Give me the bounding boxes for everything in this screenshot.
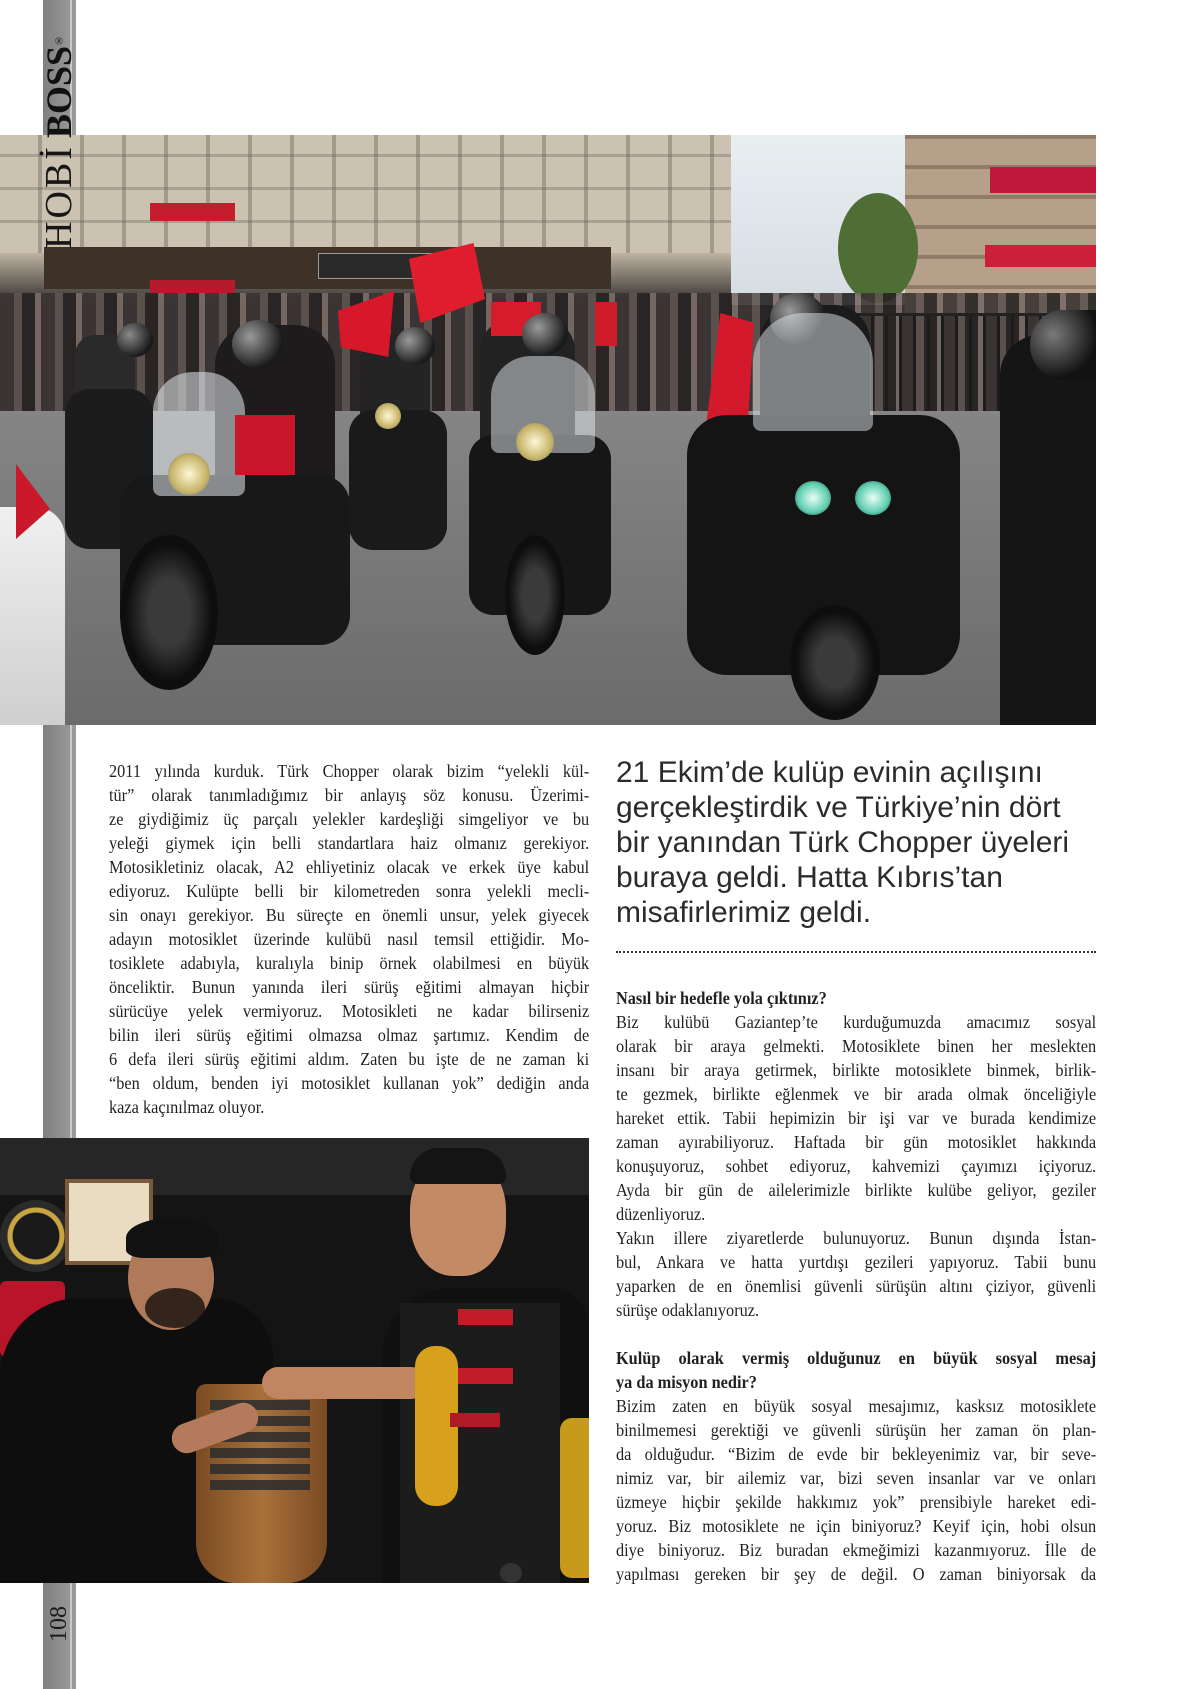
- photo-man-left-beard: [145, 1288, 205, 1328]
- text-line: sürüşe odaklanıyoruz.: [616, 1300, 760, 1320]
- text-line: ediyoruz. Kulüpte belli bir kilometreden sonra yelekli mecli-: [109, 881, 590, 901]
- photo-vest-patch: [450, 1413, 500, 1427]
- text-line: konuşuyoruz, sohbet ediyoruz, kahvemizi çayımızı içiyoruz.: [616, 1156, 1097, 1176]
- photo-tree: [838, 193, 918, 303]
- text-line: te gezmek, birlikte eğlenmek ve bir arada olmak önceliğiyle: [616, 1084, 1097, 1104]
- text-line: olarak bir araya gelmekti. Motosiklete binen her meslekten: [616, 1036, 1097, 1056]
- magazine-logo: [39, 33, 79, 138]
- photo-red-sign: [990, 167, 1096, 193]
- text-line: ze giydiğimiz üç parçalı yelekler kardeşliği simgeliyor ve bu: [109, 809, 590, 829]
- text-line: zaman ayırabiliyoruz. Haftada bir gün motosiklet hakkında: [616, 1132, 1097, 1152]
- text-line: 6 defa ileri sürüş eğitimi aldım. Zaten bu işte de ne zaman ki: [109, 1049, 590, 1069]
- section-heading: Nasıl bir hedefle yola çıktınız?: [616, 988, 827, 1008]
- photo-buildings-left: [0, 135, 731, 253]
- text-line: bir yanından Türk Chopper üyeleri: [616, 826, 1070, 859]
- motorcycle-parade-photo: [0, 135, 1096, 725]
- photo-yellow-detail: [560, 1418, 589, 1578]
- text-line: Yakın illere ziyaretlerde bulunuyoruz. Bunun dışında İstan-: [616, 1228, 1097, 1248]
- text-line: buraya geldi. Hatta Kıbrıs’tan: [616, 861, 1003, 894]
- text-line: adayın motosiklet üzerinde kulübü nasıl temsil ettiğidir. Mo-: [109, 929, 590, 949]
- photo-wristwatch: [500, 1563, 522, 1583]
- text-line: Ayda bir gün de ailelerimizle birlikte kulübe geliyor, geziler: [616, 1180, 1097, 1200]
- text-line: yapılması gereken bir şey de değil. O zaman biniyorsak da: [616, 1564, 1097, 1584]
- text-line: tür” olarak tanımladığımız bir anlayış söz konusu. Üzerimi-: [109, 785, 590, 805]
- photo-white-vehicle: [0, 507, 65, 725]
- photo-headlight: [855, 481, 891, 515]
- text-line: tosiklete adabıyla, kuralıyla binip örnek olabilmesi en büyük: [109, 953, 590, 973]
- photo-red-sign: [150, 203, 235, 221]
- text-line: Motosikletiniz olacak, A2 ehliyetiniz olacak ve erkek üye kabul: [109, 857, 590, 877]
- text-line: 21 Ekim’de kulüp evinin açılışını: [616, 756, 1043, 789]
- text-line: bilin ileri sürüş eğitimi olmazsa olmaz şartımız. Kendim de: [109, 1025, 590, 1045]
- photo-headlight: [375, 403, 401, 429]
- text-line: nimiz var, bir ailemiz var, bizi seven insanlar var ve onları: [616, 1468, 1097, 1488]
- photo-headlight: [516, 423, 554, 461]
- text-line: yeleği giymek için belli standartlara haiz olmanız gerekiyor.: [109, 833, 590, 853]
- club-members-photo: [0, 1138, 589, 1583]
- text-line: yoruz. Biz motosiklete ne için biniyoruz? Keyif için, hobi olsun: [616, 1516, 1097, 1536]
- photo-wheel: [790, 605, 880, 720]
- photo-red-sign: [985, 245, 1096, 267]
- text-line: 2011 yılında kurduk. Türk Chopper olarak bizim “yelekli kül-: [109, 761, 590, 781]
- photo-man-right-arm: [262, 1367, 427, 1399]
- pull-quote: [616, 755, 1096, 930]
- photo-red-cloth: [235, 415, 295, 475]
- text-line: hareket ettik. Tabii hepimizin bir işi var ve burada kendimize: [616, 1108, 1097, 1128]
- photo-windshield: [753, 313, 873, 431]
- photo-helmet: [232, 320, 284, 368]
- photo-flag: [595, 302, 617, 346]
- text-line: Kulüp olarak vermiş olduğunuz en büyük sosyal mesaj: [616, 1348, 1097, 1368]
- photo-club-badge: [0, 1200, 72, 1272]
- text-line: düzenliyoruz.: [616, 1204, 706, 1224]
- photo-headlight: [168, 453, 210, 495]
- text-line: sin onayı gerekiyor. Bu süreçte en önemli unsur, yelek giyecek: [109, 905, 590, 925]
- text-line: Bizim zaten en büyük sosyal mesajımız, kasksız motosiklete: [616, 1396, 1097, 1416]
- text-line: gerçekleştirdik ve Türkiye’nin dört: [616, 791, 1061, 824]
- photo-wheel: [120, 535, 218, 690]
- photo-helmet: [117, 323, 153, 357]
- text-line: misafirlerimiz geldi.: [616, 896, 872, 929]
- text-line: “ben oldum, benden iyi motosiklet kullanan yok” dediğin anda: [109, 1073, 590, 1093]
- section-body: [616, 1010, 1096, 1322]
- photo-rider: [1000, 335, 1096, 725]
- photo-helmet: [522, 313, 568, 355]
- photo-man-right-hair: [410, 1148, 506, 1184]
- text-line: ya da misyon nedir?: [616, 1372, 757, 1392]
- dotted-divider: [616, 951, 1096, 953]
- text-line: sürücüye yelek vermiyoruz. Motosikleti ne kadar bilirseniz: [109, 1001, 590, 1021]
- text-line: insanı bir araya getirmek, birlikte motosiklete binmek, birlik-: [616, 1060, 1097, 1080]
- section-name: HOBİ: [38, 144, 80, 250]
- photo-helmet: [1030, 310, 1096, 380]
- text-line: diye biniyoruz. Biz buradan ekmeğimizi kazanmıyoruz. İlle de: [616, 1540, 1097, 1560]
- text-line: binilmemesi gerektiği ve güvenli sürüşün her zaman ön plan-: [616, 1420, 1097, 1440]
- text-line: Biz kulübü Gaziantep’te kurduğumuzda amacımız sosyal: [616, 1012, 1097, 1032]
- text-line: bul, Ankara ve hatta yurtdışı gezileri yapıyoruz. Tabii bunu: [616, 1252, 1097, 1272]
- text-line: da olduğudur. “Bizim de evde bir bekleyenimiz var, bir seve-: [616, 1444, 1097, 1464]
- photo-helmet: [395, 327, 435, 365]
- text-line: üzmeye hiçbir şekilde hakkımız yok” prensibiyle hareket edi-: [616, 1492, 1097, 1512]
- photo-man-left-hair: [126, 1218, 218, 1258]
- section-spacer: [616, 1322, 1096, 1346]
- left-column-text: [109, 759, 589, 1119]
- photo-motorcycle: [349, 410, 447, 550]
- page-number: 108: [46, 1606, 72, 1642]
- photo-headlight: [795, 481, 831, 515]
- photo-vest-patch: [458, 1309, 513, 1325]
- logo-registered-mark: ®: [53, 33, 65, 46]
- photo-buildings-right: [905, 135, 1096, 315]
- text-line: önceliktir. Bunun yanında ileri sürüş eğitimi almayan hiçbir: [109, 977, 590, 997]
- section-body: [616, 1394, 1096, 1586]
- text-line: kaza kaçınılmaz oluyor.: [109, 1097, 265, 1117]
- logo-word: BOSS: [39, 45, 79, 138]
- text-line: yaparken de en önemlisi güvenli sürüşün altını çiziyor, güvenli: [616, 1276, 1097, 1296]
- photo-vest-patch: [458, 1368, 513, 1384]
- right-column-text: [616, 986, 1096, 1586]
- section-heading: [616, 1346, 1096, 1394]
- photo-wheel: [505, 535, 565, 655]
